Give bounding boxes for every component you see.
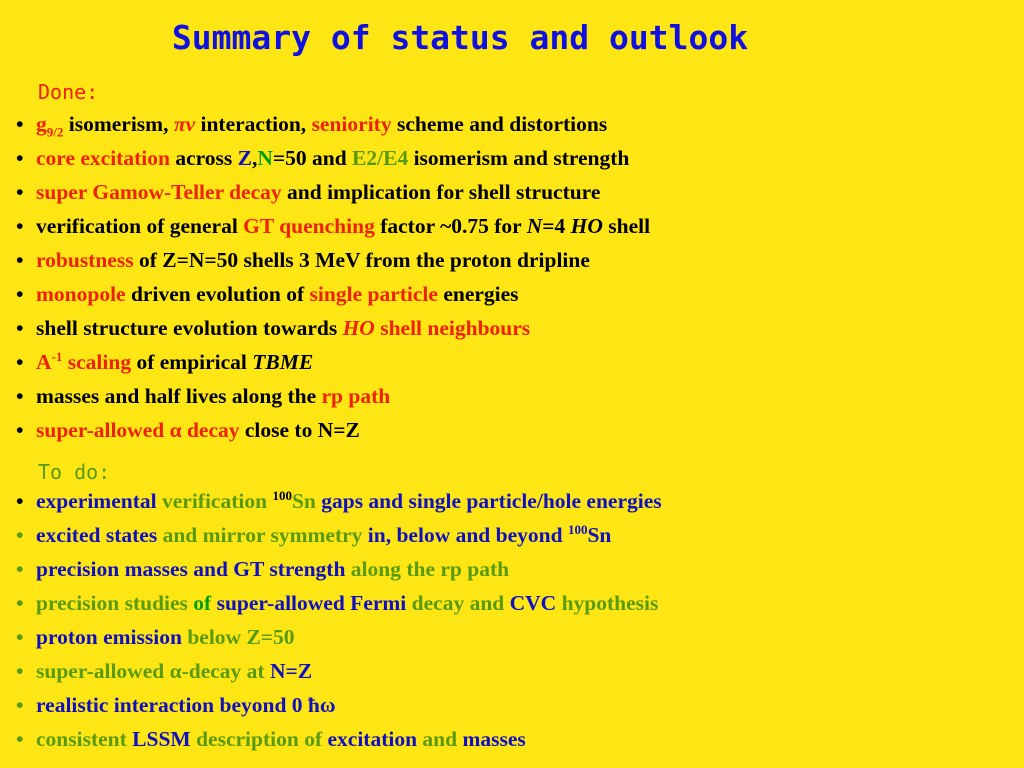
todo-list — [16, 484, 662, 756]
done-item-text: πν — [173, 112, 196, 136]
bullet-icon: • — [16, 248, 24, 272]
todo-item-text: excited states — [36, 523, 158, 547]
todo-item-text: precision studies — [36, 591, 194, 615]
done-item — [16, 107, 650, 141]
done-item-text: of empirical — [131, 350, 253, 374]
done-item-text: , — [251, 146, 258, 170]
todo-item-text: N=Z — [269, 659, 313, 683]
done-item-text: super Gamow-Teller decay — [36, 180, 282, 204]
done-item-text: seniority — [311, 112, 392, 136]
todo-item — [16, 654, 662, 688]
bullet-icon: • — [16, 489, 24, 513]
todo-item-text: experimental — [36, 489, 162, 513]
todo-item-text: in, below and beyond — [362, 523, 568, 547]
done-item-text: core excitation — [36, 146, 170, 170]
done-item — [16, 277, 650, 311]
todo-item-text: below Z=50 — [181, 625, 295, 649]
todo-item-text: LSSM — [132, 727, 191, 751]
todo-item — [16, 484, 662, 518]
done-item — [16, 379, 650, 413]
todo-item-text: hypothesis — [556, 591, 659, 615]
done-item-text: close to N=Z — [239, 418, 360, 442]
done-item — [16, 311, 650, 345]
done-item — [16, 413, 650, 447]
todo-item-text: Sn — [291, 489, 316, 513]
bullet-icon: • — [16, 727, 24, 751]
slide-title: Summary of status and outlook — [171, 18, 749, 57]
done-item-text: masses and half lives along the — [36, 384, 322, 408]
todo-item-text: super-allowed Fermi — [211, 591, 407, 615]
done-item-text: HO — [342, 316, 375, 340]
bullet-icon: • — [16, 418, 24, 442]
done-heading: Done: — [38, 80, 99, 104]
done-item — [16, 209, 650, 243]
done-item-text: isomerism, — [63, 112, 174, 136]
done-item — [16, 345, 650, 379]
done-list — [16, 107, 650, 447]
done-item-text: monopole — [36, 282, 126, 306]
done-item-text: -1 — [51, 348, 63, 364]
done-item-text: factor ~0.75 for — [374, 214, 527, 238]
done-item-text: 9/2 — [46, 124, 64, 140]
bullet-icon: • — [16, 659, 24, 683]
bullet-icon: • — [16, 625, 24, 649]
bullet-icon: • — [16, 146, 24, 170]
todo-item — [16, 586, 662, 620]
done-item-text: g — [36, 112, 47, 136]
todo-item-text: proton emission — [36, 625, 182, 649]
done-item-text: driven evolution of — [125, 282, 310, 306]
done-item-text: shell — [602, 214, 651, 238]
done-item-text: α — [169, 418, 182, 442]
todo-item-text: α — [169, 659, 182, 683]
done-item-text: scheme and distortions — [391, 112, 608, 136]
done-item — [16, 141, 650, 175]
todo-item-text: description of — [190, 727, 328, 751]
done-item-text: isomerism and strength — [408, 146, 630, 170]
bullet-icon: • — [16, 316, 24, 340]
todo-item-text: verification — [161, 489, 273, 513]
bullet-icon: • — [16, 693, 24, 717]
bullet-icon: • — [16, 180, 24, 204]
done-item — [16, 175, 650, 209]
todo-item-text: along the rp path — [345, 557, 510, 581]
done-item-text: N — [257, 146, 273, 170]
todo-item — [16, 552, 662, 586]
done-item — [16, 243, 650, 277]
bullet-icon: • — [16, 214, 24, 238]
todo-item — [16, 688, 662, 722]
done-item-text: rp path — [321, 384, 391, 408]
todo-item-text: of — [193, 591, 212, 615]
todo-item-text: gaps and single particle/hole energies — [315, 489, 662, 513]
bullet-icon: • — [16, 557, 24, 581]
done-item-text: N — [526, 214, 543, 238]
bullet-icon: • — [16, 350, 24, 374]
done-item-text: E2/E4 — [352, 146, 409, 170]
done-item-text: verification of general — [36, 214, 244, 238]
todo-item — [16, 620, 662, 654]
done-item-text: Z — [237, 146, 252, 170]
done-item-text: =4 — [542, 214, 571, 238]
todo-item-text: Sn — [587, 523, 612, 547]
bullet-icon: • — [16, 112, 24, 136]
todo-item — [16, 518, 662, 552]
done-item-text: TBME — [252, 350, 314, 374]
done-item-text: of Z=N=50 shells 3 MeV from the proton dripline — [133, 248, 590, 272]
done-item-text: HO — [570, 214, 603, 238]
done-item-text: super-allowed — [36, 418, 170, 442]
done-item-text: =50 and — [272, 146, 353, 170]
todo-item-text: 100 — [272, 487, 292, 503]
done-item-text: decay — [181, 418, 240, 442]
bullet-icon: • — [16, 282, 24, 306]
done-item-text: and implication for shell structure — [281, 180, 601, 204]
done-item-text: interaction, — [195, 112, 312, 136]
done-item-text: shell neighbours — [374, 316, 531, 340]
todo-item-text: super-allowed — [36, 659, 170, 683]
todo-heading: To do: — [38, 460, 111, 484]
bullet-icon: • — [16, 384, 24, 408]
done-item-text: scaling — [62, 350, 132, 374]
done-item-text: shell structure evolution towards — [36, 316, 343, 340]
todo-item — [16, 722, 662, 756]
todo-item-text: realistic interaction beyond 0 ħω — [36, 693, 336, 717]
todo-item-text: masses — [462, 727, 526, 751]
todo-item-text: precision masses and GT strength — [36, 557, 346, 581]
done-item-text: single particle — [309, 282, 438, 306]
todo-item-text: and mirror symmetry — [157, 523, 363, 547]
done-item-text: robustness — [36, 248, 134, 272]
done-item-text: A — [36, 350, 52, 374]
done-item-text: GT quenching — [243, 214, 375, 238]
todo-item-text: CVC — [509, 591, 557, 615]
todo-item-text: -decay at — [181, 659, 270, 683]
todo-item-text: excitation — [327, 727, 418, 751]
todo-item-text: consistent — [36, 727, 133, 751]
todo-item-text: and — [417, 727, 463, 751]
bullet-icon: • — [16, 523, 24, 547]
todo-item-text: 100 — [567, 521, 588, 537]
done-item-text: energies — [437, 282, 519, 306]
todo-item-text: decay and — [406, 591, 510, 615]
bullet-icon: • — [16, 591, 24, 615]
done-item-text: across — [169, 146, 238, 170]
